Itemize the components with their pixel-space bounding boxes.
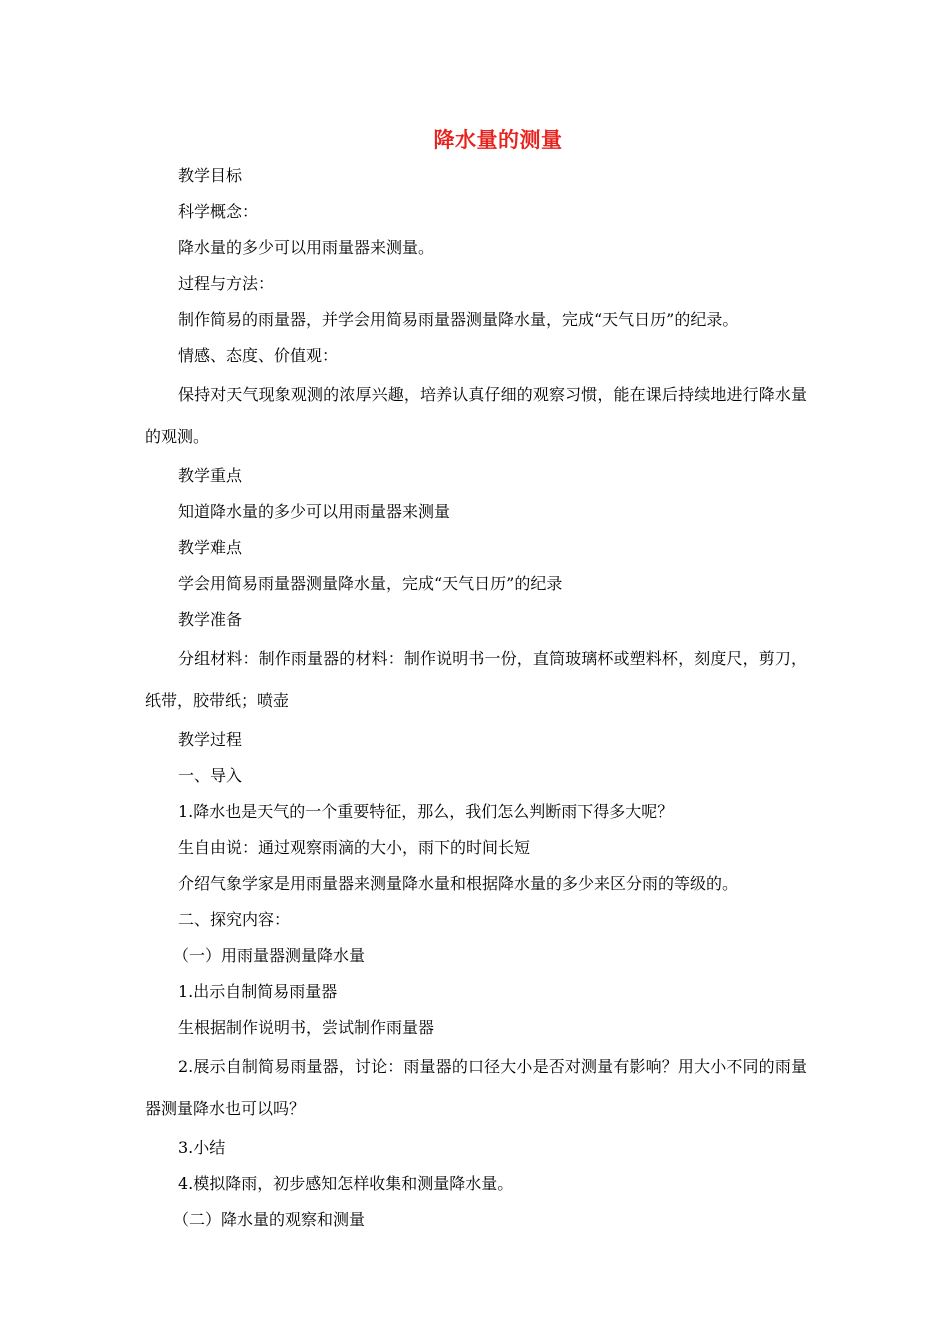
paragraph-science-concept-heading: 科学概念： — [178, 202, 259, 221]
paragraph-step-three: 3.小结 — [178, 1138, 226, 1157]
paragraph-key-points-heading: 教学重点 — [178, 466, 243, 485]
paragraph-science-concept: 降水量的多少可以用雨量器来测量。 — [178, 238, 435, 257]
paragraph-difficulty: 学会用简易雨量器测量降水量，完成“天气日历”的纪录 — [178, 574, 563, 593]
paragraph-section-intro: 一、导入 — [178, 766, 243, 785]
paragraph-section-explore: 二、探究内容： — [178, 910, 291, 929]
document-body — [145, 158, 807, 1238]
paragraph-step-four: 4.模拟降雨，初步感知怎样收集和测量降水量。 — [178, 1174, 514, 1193]
paragraph-student-response: 生自由说：通过观察雨滴的大小，雨下的时间长短 — [178, 838, 531, 857]
paragraph-preparation-heading: 教学准备 — [178, 610, 243, 629]
paragraph-process-method-heading: 过程与方法： — [178, 274, 275, 293]
paragraph-difficulty-heading: 教学难点 — [178, 538, 243, 557]
paragraph-teaching-objectives: 教学目标 — [178, 166, 243, 185]
paragraph-step-two: 2.展示自制简易雨量器，讨论：雨量器的口径大小是否对测量有影响？用大小不同的雨量器测量降水也可以吗？ — [145, 1057, 807, 1118]
paragraph-attitude-heading: 情感、态度、价值观： — [178, 346, 339, 365]
paragraph-key-points: 知道降水量的多少可以用雨量器来测量 — [178, 502, 451, 521]
paragraph-step-one: 1.出示自制简易雨量器 — [178, 982, 338, 1001]
paragraph-process-method: 制作简易的雨量器，并学会用简易雨量器测量降水量，完成“天气日历”的纪录。 — [178, 310, 739, 329]
paragraph-subsection-one: （一）用雨量器测量降水量 — [173, 946, 366, 965]
document-title: 降水量的测量 — [433, 127, 563, 152]
paragraph-intro-question: 1.降水也是天气的一个重要特征，那么，我们怎么判断雨下得多大呢？ — [178, 802, 674, 821]
paragraph-process-heading: 教学过程 — [178, 730, 243, 749]
paragraph-attitude: 保持对天气现象观测的浓厚兴趣，培养认真仔细的观察习惯，能在课后持续地进行降水量的观测。 — [145, 385, 807, 446]
paragraph-intro-meteorologist: 介绍气象学家是用雨量器来测量降水量和根据降水量的多少来区分雨的等级的。 — [178, 874, 739, 893]
paragraph-student-make: 生根据制作说明书，尝试制作雨量器 — [178, 1018, 435, 1037]
paragraph-subsection-two: （二）降水量的观察和测量 — [173, 1210, 366, 1229]
paragraph-preparation: 分组材料：制作雨量器的材料：制作说明书一份，直筒玻璃杯或塑料杯，刻度尺，剪刀，纸带，胶带纸；喷壶 — [145, 649, 807, 710]
